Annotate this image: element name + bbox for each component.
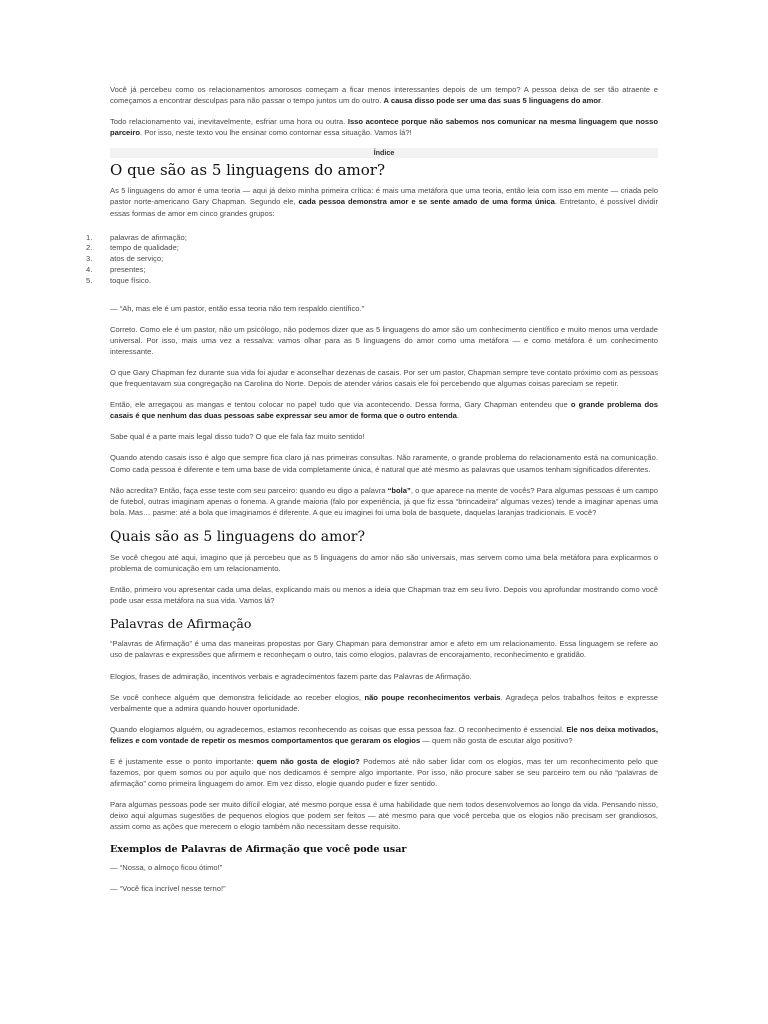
paragraph: Correto. Como ele é um pastor, não um psicólogo, não podemos dizer que as 5 linguagens do amor são um conhecimento científico e muito menos uma verdade universal. Por isso, mais uma vez a ressalva: vamos olhar para as 5 linguagens do amor como uma metáfora — e como metáfora é um conhecimento interessante. [110,324,658,356]
table-of-contents-toggle[interactable]: Índice [110,148,658,158]
section-heading: Quais são as 5 linguagens do amor? [110,528,365,545]
example-quote: — “Você fica incrível nesse terno!” [110,883,226,893]
paragraph: Quando atendo casais isso é algo que sempre fica claro já nas primeiras consultas. Não raramente, o grande problema do relacionamento está na comunicação. Como cada pessoa é diferente e tem uma base de vida completamente única, é natural que até mesmo as palavras que usamos tenham significados diferentes. [110,453,658,474]
love-languages-list [86,233,658,287]
quote: — “Ah, mas ele é um pastor, então essa teoria não tem respaldo científico.” [110,303,365,313]
examples-heading: Exemplos de Palavras de Afirmação que você pode usar [110,843,407,855]
emphasis-text: Ele nos deixa motivados, felizes e com vontade de repetir os mesmos comportamentos que geraram os elogios [110,724,659,745]
article [86,84,659,904]
list-item: 1. palavras de afirmação; [86,232,187,242]
list-item: 2. tempo de qualidade; [86,243,179,253]
section-heading: O que são as 5 linguagens do amor? [110,161,386,180]
body-text: Todo relacionamento vai, inevitavelmente, esfriar uma hora ou outra. [110,117,348,127]
body-text: — quem não gosta de escutar algo positivo? [420,735,573,745]
paragraph: O que Gary Chapman fez durante sua vida foi ajudar e aconselhar dezenas de casais. Por ser um pastor, Chapman sempre teve contato próximo com as pessoas que frequentavam sua congregação na Carolina do Norte. Depois de atender vários casais ele foi percebendo que algumas coisas pareciam se repetir. [110,368,658,389]
list-item: 5. toque físico. [86,275,151,285]
body-text: . Entretanto, é possível dividir essas formas de amor em cinco grandes grupos: [110,197,658,218]
emphasis-text: cada pessoa demonstra amor e se sente amado de uma forma única [298,197,555,207]
paragraph [110,692,658,714]
list-item: 3. atos de serviço; [86,254,164,264]
body-text: Podemos até não saber lidar com os elogios, mas ter um reconhecimento pelo que fazemos, por quem somos ou por aquilo que nos dedicamos é sempre algo importante. Por isso, não procure saber se seu parceiro tem ou não “palavras de afirmação” como primeira linguagem do amor. Em vez disso, elogie quando puder e fizer sentido. [110,756,658,789]
body-text: Você já percebeu como os relacionamentos amorosos começam a ficar menos interessantes depois de um tempo? A pessoa deixa de ser tão atraente e começamos a encontrar desculpas para não passar o tempo juntos um do outro. [110,85,658,106]
paragraph: Para algumas pessoas pode ser muito difícil elogiar, até mesmo porque essa é uma habilidade que nem todos desenvolvemos ao longo da vida. Pensando nisso, deixo aqui algumas sugestões de pequenos elogios que podem ser feitos — até mesmo para que você perceba que os elogios não precisam ser grandiosos, assim como as ações que merecem o elogio também não necessitam desse requisito. [110,800,658,832]
emphasis-text: “bola” [387,485,411,495]
paragraph [110,399,658,421]
paragraph: “Palavras de Afirmação” é uma das maneiras propostas por Gary Chapman para demonstrar amor e afeto em um relacionamento. Essa linguagem se refere ao uso de palavras e expressões que afirmem e reconheçam o outro, tais como elogios, palavras de encorajamento, reconhecimento e gratidão. [110,639,658,660]
body-text: E é justamente esse o ponto importante: [110,756,257,766]
emphasis-text: Isso acontece porque não sabemos nos comunicar na mesma linguagem que nosso parceiro [110,117,659,138]
body-text: As 5 linguagens do amor é uma teoria — aqui já deixo minha primeira crítica: é mais uma metáfora que uma teoria, então leia com isso em mente — criada pelo pastor norte-americano Gary Chapman. Segundo ele, [110,186,658,207]
paragraph: Elogios, frases de admiração, incentivos verbais e agradecimentos fazem parte das Palavras de Afirmação. [110,671,472,681]
paragraph [110,724,658,746]
paragraph [110,185,658,218]
emphasis-text: A causa disso pode ser uma das suas 5 linguagens do amor [383,96,602,106]
body-text: , o que aparece na mente de vocês? Para algumas pessoas é um campo de futebol, outras imaginam apenas o fonema. A grande maioria (falo por experiência, já que fiz essa “brincadeira” algumas vezes) tende a imaginar apenas uma bola. Mas… pasme: até a bola que imaginamos é diferente. A que eu imaginei foi uma bola de basquete, daquelas laranjas tradicionais. E você? [110,485,658,517]
paragraph: Se você chegou até aqui, imagino que já percebeu que as 5 linguagens do amor não são universais, mas servem como uma bela metáfora para explicarmos o problema de comunicação em um relacionamento. [110,552,658,574]
emphasis-text: quem não gosta de elogio? [256,756,360,766]
body-text: Quando elogiamos alguém, ou agradecemos, estamos reconhecendo as coisas que essa pessoa faz. O reconhecimento é essencial. [110,724,567,734]
paragraph: Sabe qual é a parte mais legal disso tudo? O que ele fala faz muito sentido! [110,432,365,442]
body-text: . Por isso, neste texto vou lhe ensinar como contornar essa situação. Vamos lá?! [139,128,412,138]
emphasis-text: não poupe reconhecimentos verbais [364,692,501,702]
list-item: 4. presentes; [86,265,146,275]
paragraph: Então, primeiro vou apresentar cada uma delas, explicando mais ou menos a ideia que Chapman traz em seu livro. Depois vou aprofundar mostrando como você pode usar essa metáfora na sua vida. Vamos lá? [110,585,658,606]
body-text: . Agradeça pelos trabalhos feitos e expresse verbalmente que a admira quando houver oportunidade. [110,692,659,713]
body-text: . [456,411,460,421]
paragraph [110,756,658,789]
emphasis-text: o grande problema dos casais é que nenhum das duas pessoas sabe expressar seu amor de forma que o outro entenda [110,400,658,421]
body-text: Se você conhece alguém que demonstra felicidade ao receber elogios, [110,692,365,702]
example-quote: — “Nossa, o almoço ficou ótimo!” [110,862,223,872]
body-text: Não acredita? Então, faça esse teste com seu parceiro: quando eu digo a palavra [110,485,388,495]
intro-paragraph [110,116,658,138]
subsection-heading: Palavras de Afirmação [110,616,252,632]
body-text: . [601,96,604,106]
body-text: Então, ele arregaçou as mangas e tentou colocar no papel tudo que via acontecendo. Dessa forma, Gary Chapman entendeu que [110,400,571,410]
intro-paragraph [110,84,658,106]
paragraph [110,485,658,518]
